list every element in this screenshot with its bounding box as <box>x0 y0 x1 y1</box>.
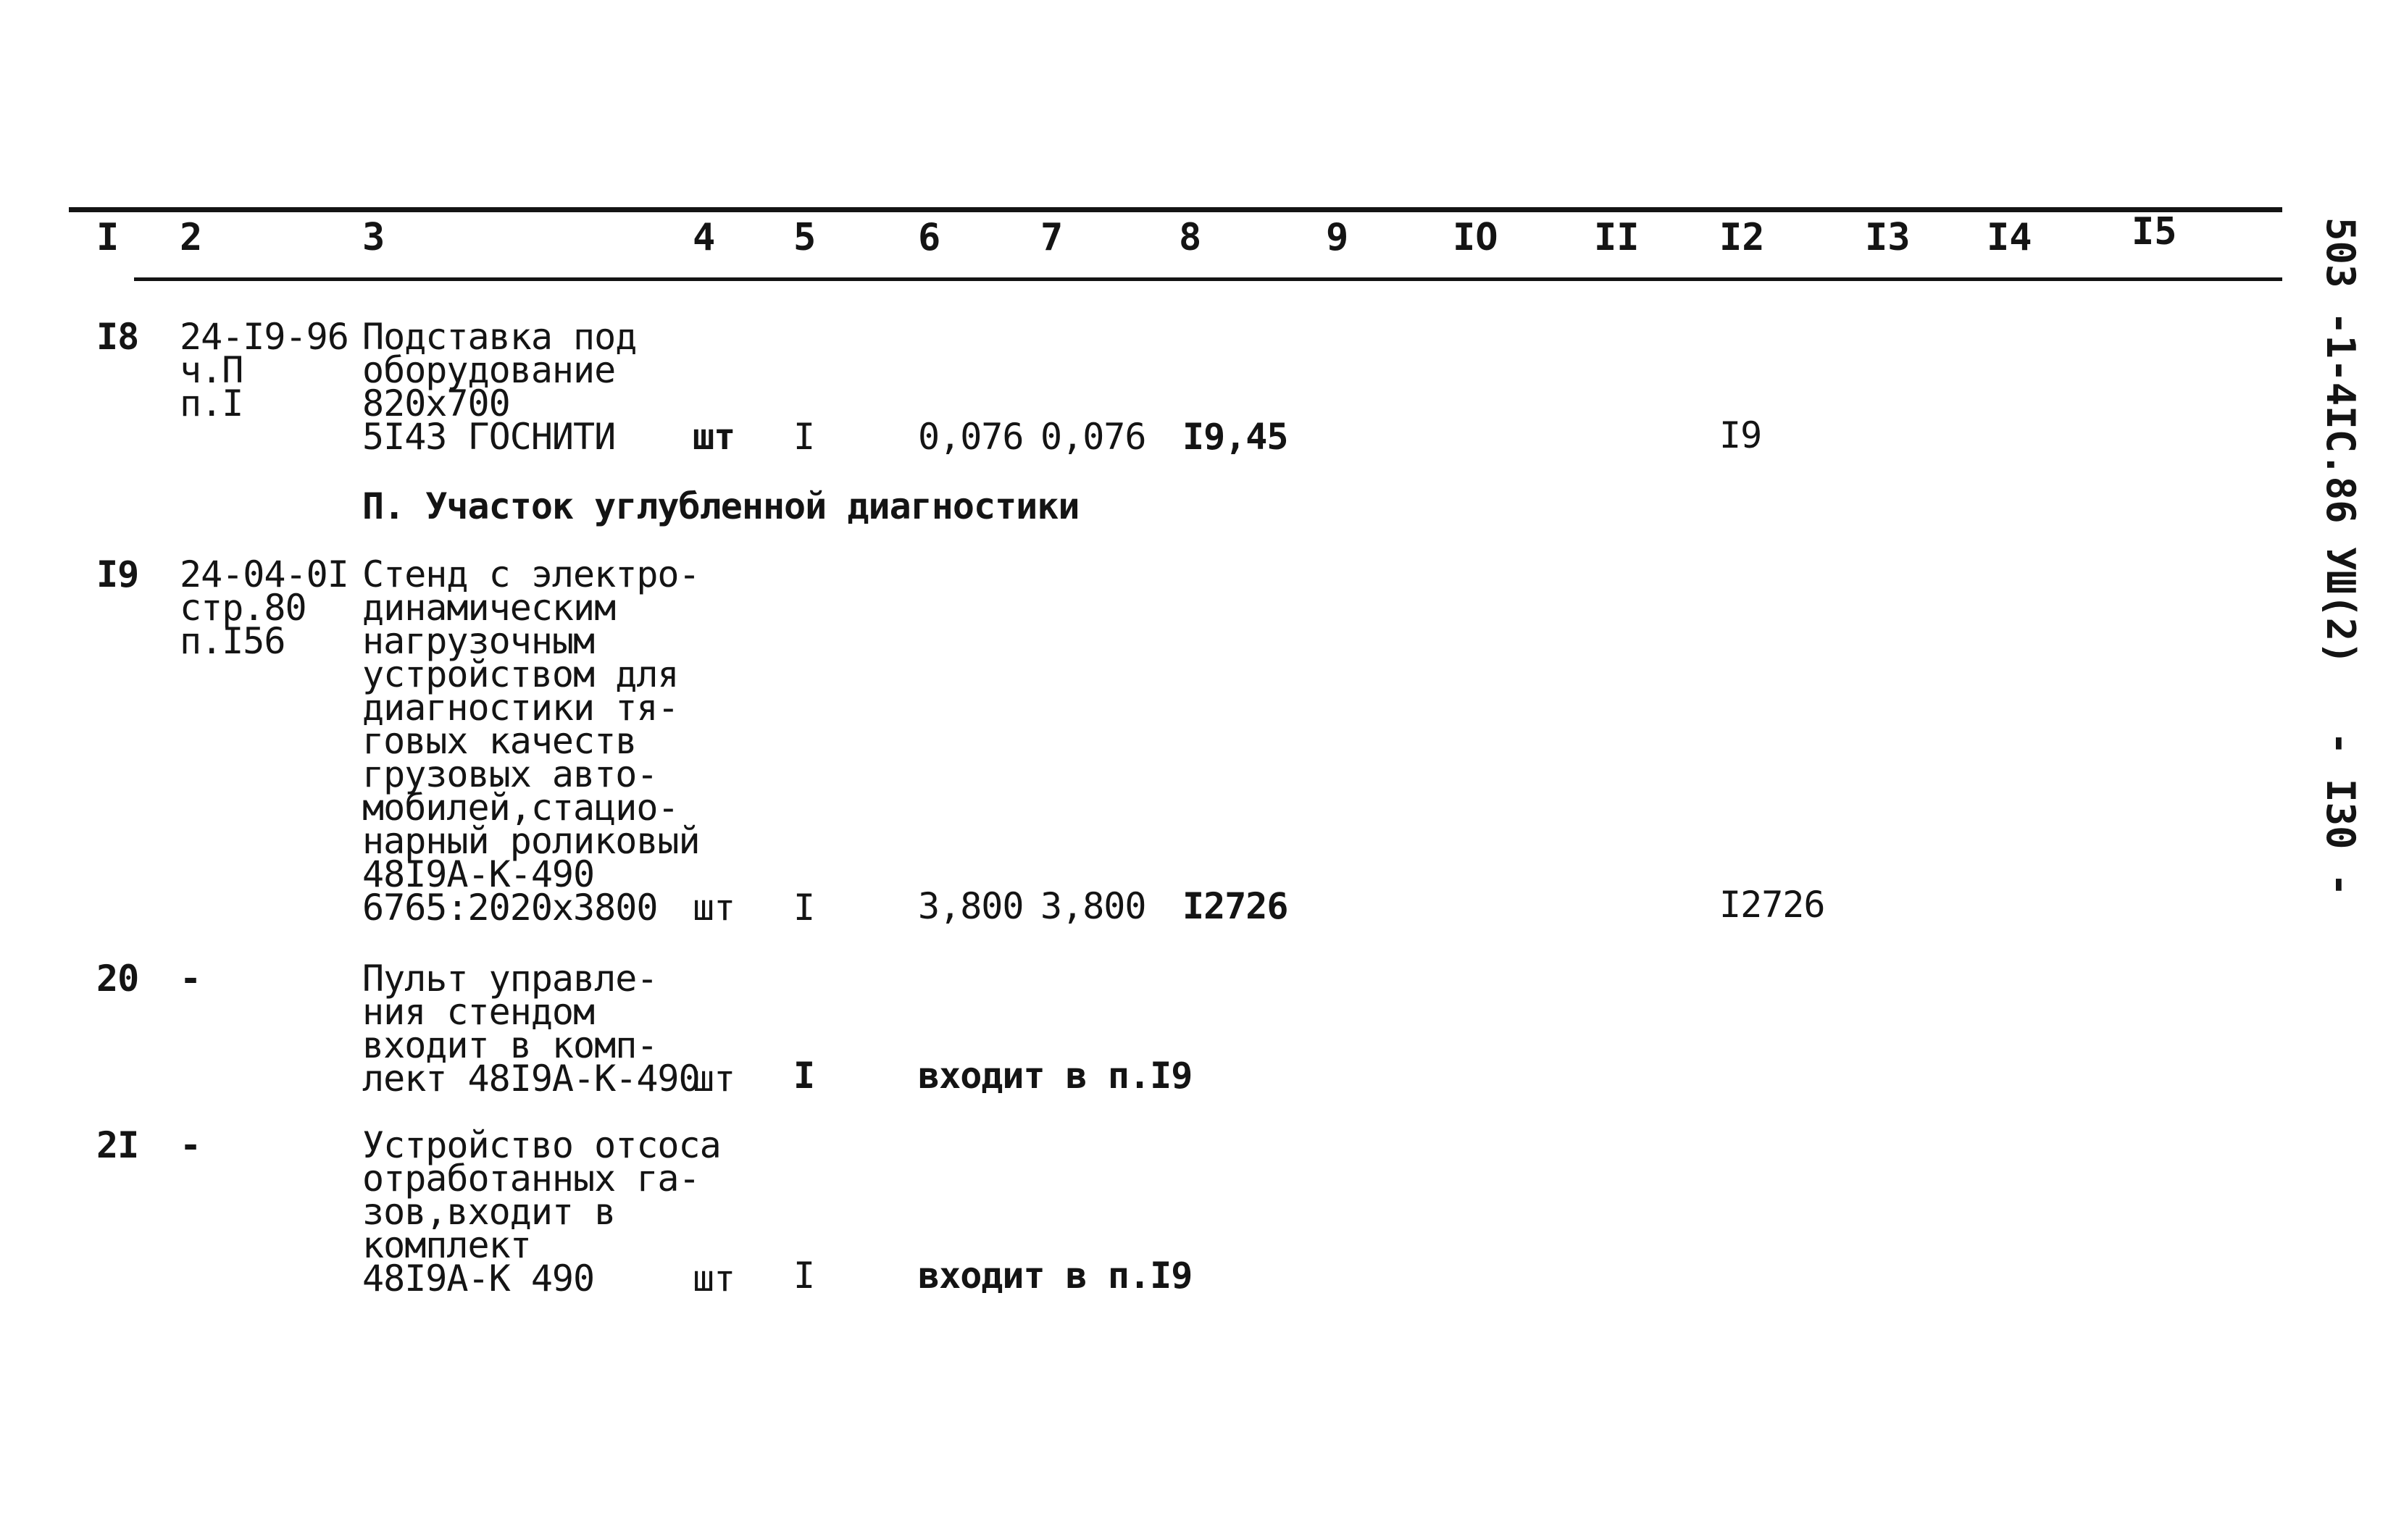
name-line: Устройство отсоса <box>362 1124 721 1166</box>
row-reference: - <box>180 958 201 1000</box>
reference-line: 24-04-0I <box>180 553 348 595</box>
table-top-rule <box>69 207 2282 212</box>
row-reference: - <box>180 1124 201 1166</box>
row-unit: шт <box>693 1257 735 1300</box>
name-line: мобилей,стацио- <box>362 787 679 829</box>
name-line: устройством для <box>362 653 679 695</box>
name-line: динамическим <box>362 587 616 629</box>
name-line: 48I9А-К 490 <box>362 1257 595 1300</box>
row-quantity: I <box>793 1255 815 1297</box>
name-line: нарный роликовый <box>362 820 700 862</box>
row-col-12: I2726 <box>1719 884 1825 926</box>
row-quantity: I <box>793 1055 815 1097</box>
header-col-11: II <box>1594 216 1640 259</box>
row-unit: шт <box>693 887 735 929</box>
row-reference <box>180 316 348 424</box>
name-line: грузовых авто- <box>362 753 658 795</box>
reference-line: п.I <box>180 382 243 424</box>
header-col-7: 7 <box>1040 216 1064 259</box>
row-col-6: 3,800 <box>918 885 1024 927</box>
row-quantity: I <box>793 887 815 929</box>
row-name <box>362 316 637 458</box>
name-line: говых качеств <box>362 720 637 762</box>
name-line: Стенд с электро- <box>362 553 700 595</box>
header-col-15: I5 <box>2132 210 2177 254</box>
header-col-6: 6 <box>918 216 941 259</box>
row-name <box>362 553 700 929</box>
name-line: Подставка под <box>362 316 637 358</box>
header-col-14: I4 <box>1987 216 2032 259</box>
name-line: лект 48I9А-К-490 <box>362 1058 700 1100</box>
row-col-7: 3,800 <box>1040 885 1146 927</box>
row-unit: шт <box>693 1058 735 1100</box>
row-col-8: I2726 <box>1182 885 1288 927</box>
header-col-5: 5 <box>793 216 817 259</box>
row-number: 2I <box>96 1124 139 1166</box>
row-name <box>362 1124 721 1300</box>
name-line: комплект <box>362 1224 531 1266</box>
header-col-12: I2 <box>1719 216 1765 259</box>
name-line: входит в комп- <box>362 1024 658 1066</box>
row-quantity: I <box>793 416 815 458</box>
name-line: нагрузочным <box>362 620 595 662</box>
section-heading: П. Участок углубленной диагностики <box>362 485 1080 527</box>
row-col-8: I9,45 <box>1182 416 1288 458</box>
name-line: оборудование <box>362 349 616 391</box>
header-col-8: 8 <box>1179 216 1202 259</box>
document-code: 503 -1-4IC.86 УШ(2) <box>2318 217 2363 665</box>
reference-line: п.I56 <box>180 620 285 662</box>
name-line: 6765:2020x3800 <box>362 887 658 929</box>
header-col-4: 4 <box>693 216 716 259</box>
row-number: I9 <box>96 553 139 595</box>
reference-line: ч.П <box>180 349 243 391</box>
reference-line: 24-I9-96 <box>180 316 348 358</box>
row-col-7: 0,076 <box>1040 416 1146 458</box>
name-line: ния стендом <box>362 991 595 1033</box>
header-col-10: IO <box>1453 216 1498 259</box>
page-number: - I30 - <box>2318 732 2363 897</box>
name-line: 48I9А-К-490 <box>362 853 595 895</box>
header-col-13: I3 <box>1865 216 1911 259</box>
row-name <box>362 958 700 1100</box>
row-note: входит в п.I9 <box>918 1055 1193 1097</box>
reference-line: стр.80 <box>180 587 306 629</box>
row-note: входит в п.I9 <box>918 1255 1193 1297</box>
name-line: 5I43 ГОСНИТИ <box>362 416 616 458</box>
row-col-12: I9 <box>1719 414 1762 456</box>
name-line: диагностики тя- <box>362 687 679 729</box>
row-number: 20 <box>96 958 139 1000</box>
header-col-9: 9 <box>1326 216 1349 259</box>
row-unit: шт <box>693 416 735 458</box>
row-number: I8 <box>96 316 139 358</box>
row-reference <box>180 553 348 662</box>
header-bottom-rule <box>134 277 2282 281</box>
header-col-1: I <box>96 216 120 259</box>
name-line: Пульт управле- <box>362 958 658 1000</box>
header-col-3: 3 <box>362 216 385 259</box>
name-line: отработанных га- <box>362 1158 700 1200</box>
row-col-6: 0,076 <box>918 416 1024 458</box>
name-line: 820x700 <box>362 382 510 424</box>
name-line: зов,входит в <box>362 1191 616 1233</box>
header-col-2: 2 <box>180 216 203 259</box>
